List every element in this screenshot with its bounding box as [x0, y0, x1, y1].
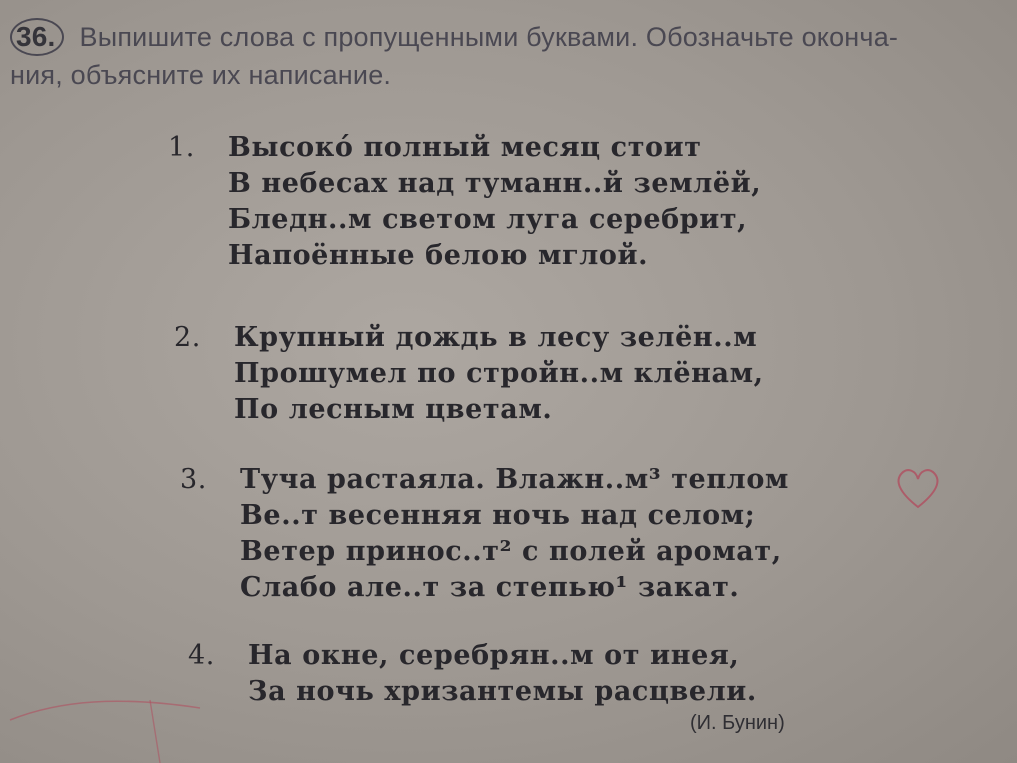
poem-line: Туча растаяла. Влажн..м³ теплом — [240, 464, 789, 495]
poem-line: Прошумел по стройн..м клёнам, — [234, 358, 764, 389]
stanza-1 — [168, 130, 761, 274]
stanza-3 — [180, 462, 789, 606]
stanza-number: 3. — [180, 464, 207, 495]
poem-line: Ветер принос..т² с полей аромат, — [240, 536, 782, 567]
instruction-line-1: Выпишите слова с пропущенными буквами. Обозначьте оконча- — [79, 22, 899, 52]
task-header — [10, 18, 1010, 94]
stanza-number: 1. — [168, 132, 195, 163]
poem-line: По лесным цветам. — [234, 394, 553, 425]
poem-line: Напоённые белою мглой. — [228, 240, 649, 271]
stanza-number: 2. — [174, 322, 201, 353]
poem-line: Слабо але..т за степью¹ закат. — [240, 572, 740, 603]
poem-line: Ве..т весенняя ночь над селом; — [240, 500, 756, 531]
poem-line: В небесах над туманн..й землёй, — [228, 168, 762, 199]
poem-line: На окне, серебрян..м от инея, — [248, 640, 740, 671]
poem-line: Бледн..м светом луга серебрит, — [228, 204, 748, 235]
instruction-line-2: ния, объясните их написание. — [10, 60, 392, 90]
stanza-4 — [188, 638, 757, 710]
poem-line: Крупный дождь в лесу зелён..м — [234, 322, 758, 353]
author-attribution: (И. Бунин) — [690, 712, 785, 734]
task-number: 36. — [10, 18, 64, 56]
heart-doodle-icon — [888, 455, 948, 515]
stanza-2 — [174, 320, 764, 428]
stanza-number: 4. — [188, 640, 215, 671]
pen-mark-icon — [0, 660, 260, 763]
poem-line: Высоко́ полный месяц стоит — [228, 132, 702, 163]
poem-line: За ночь хризантемы расцвели. — [248, 676, 757, 707]
